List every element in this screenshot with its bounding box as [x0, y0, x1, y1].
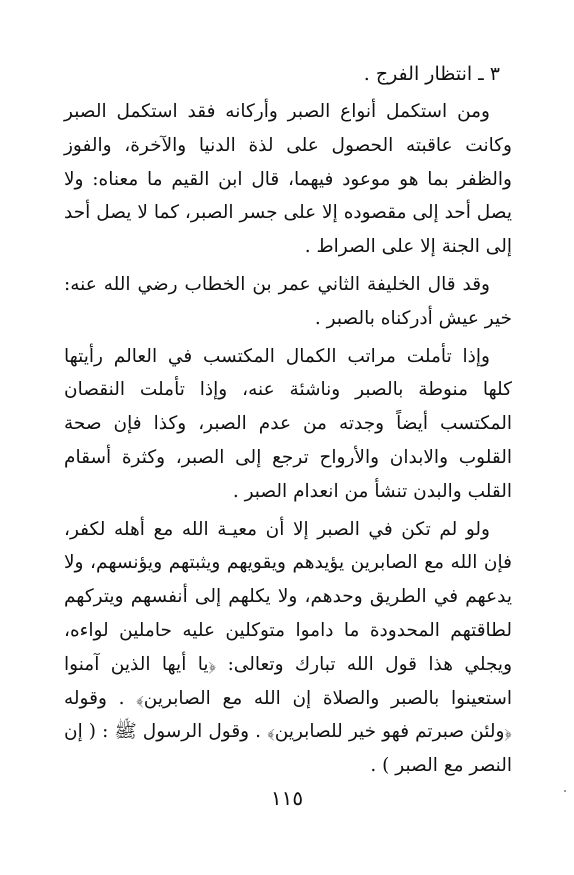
paragraph-1: ومن استكمل أنواع الصبر وأركانه فقد استكمل الصبر وكانت عاقبته الحصول على لذة الدنيا والآخرة، والفوز والظفر بما هو موعود فيهما، قال ابن القيم ما معناه: ولا يصل أحد إلى مقصوده إلا على جسر الصبر، كما لا يصل أحد إلى الجنة إلا على الصراط .	[64, 101, 512, 258]
page-body	[64, 58, 512, 787]
paragraph-4: ولو لم تكن في الصبر إلا أن معيـة الله مع أهله لكفر، فإن الله مع الصابرين يؤيدهم ويقويهم ويثبتهم ويؤنسهم، ولا يدعهم في الطريق وحدهم، ولا يكلهم إلى أنفسهم ويتركهم لطاقتهم المحدودة ما داموا متوكلين عليه حاملين لواءه، ويجلي هذا قول الله تبارك وتعالى: ﴿يا أيها الذين آمنوا استعينوا بالصبر والصلاة إن الله مع الصابرين﴾ . وقوله ﴿ولئن صبرتم فهو خير للصابرين﴾ . وقول الرسول ﷺ : ( إن النصر مع الصبر ) .	[64, 518, 512, 777]
page-number: ١١٥	[270, 786, 304, 810]
paragraph-2: وقد قال الخليفة الثاني عمر بن الخطاب رضي الله عنه: خير عيش أدركناه بالصبر .	[64, 273, 512, 329]
section-heading: ٣ ـ انتظار الفرج .	[363, 63, 500, 85]
paragraph-3: وإذا تأملت مراتب الكمال المكتسب في العالم رأيتها كلها منوطة بالصبر وناشئة عنه، وإذا تأملت النقصان المكتسب أيضاً وجدته من عدم الصبر، وكذا فإن صحة القلوب والابدان والأرواح ترجع إلى الصبر، وكثرة أسقام القلب والبدن تنشأ من انعدام الصبر .	[64, 345, 512, 502]
scan-speck	[564, 790, 566, 792]
